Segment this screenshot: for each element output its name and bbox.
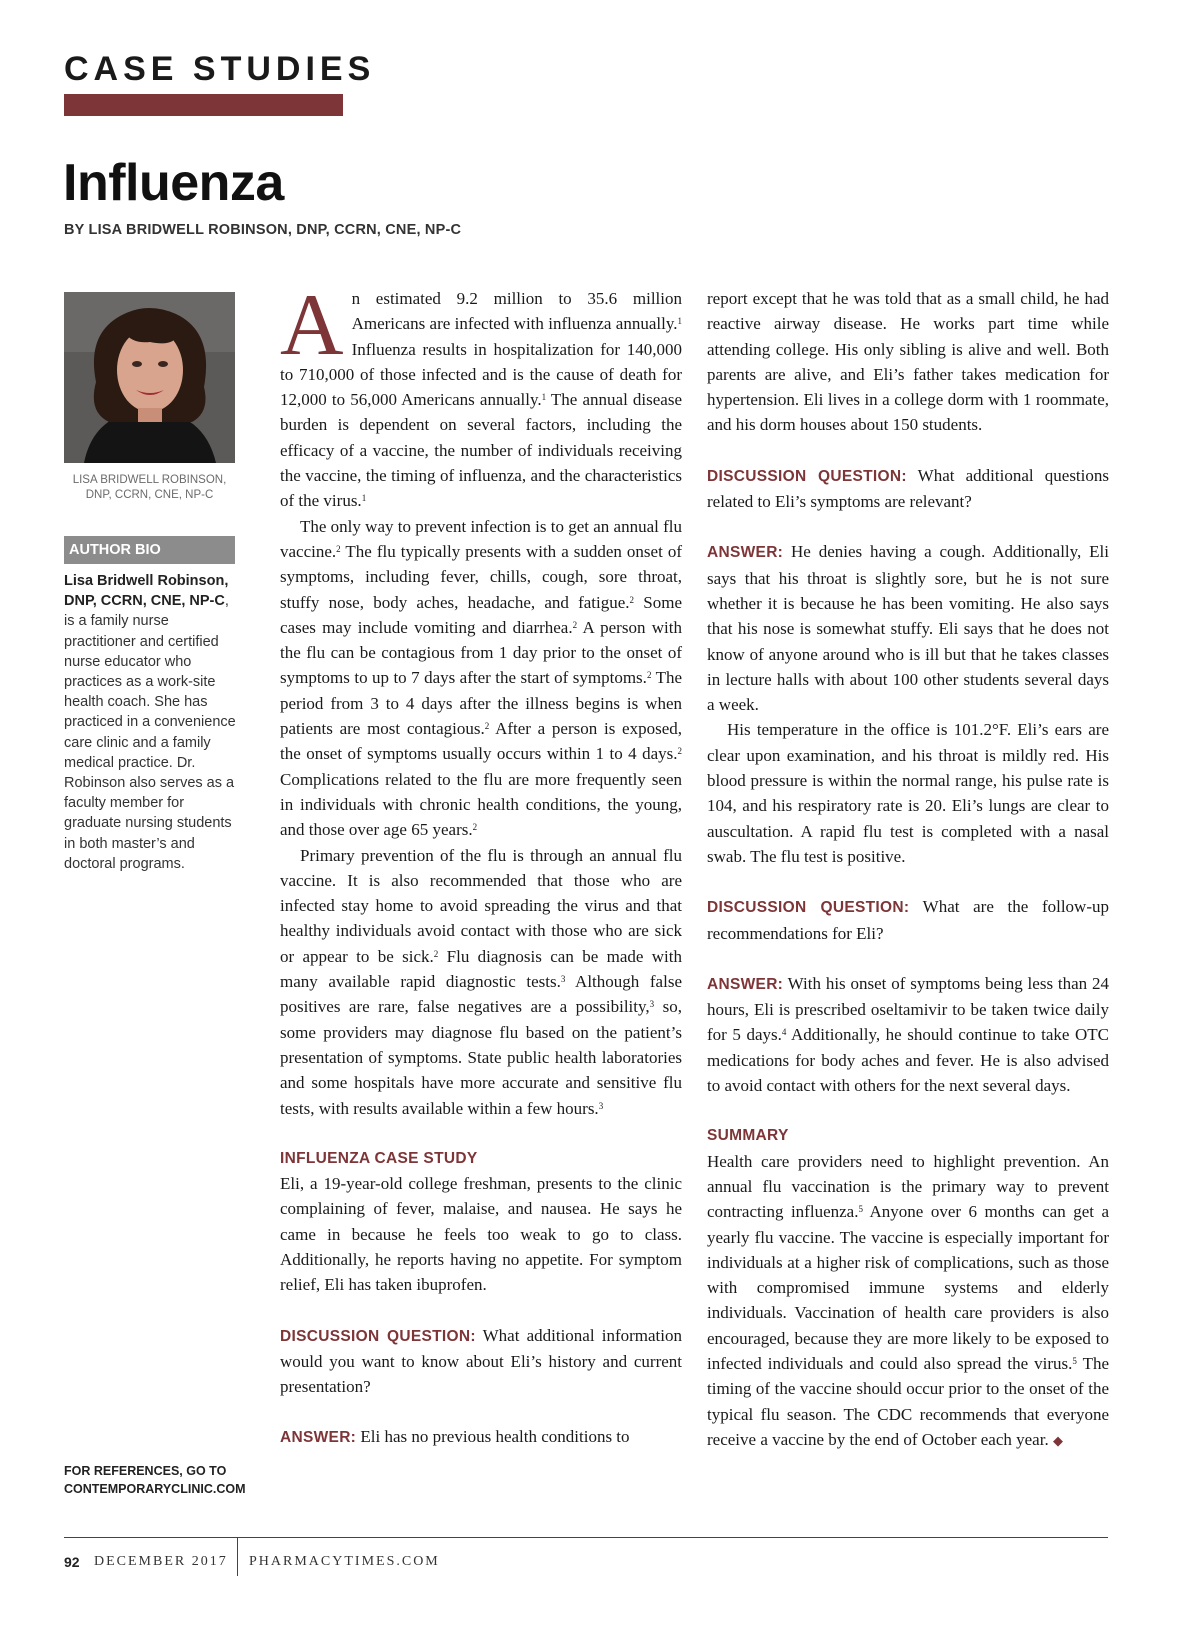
- citation: 2: [484, 721, 490, 732]
- summary-heading: SUMMARY: [707, 1127, 789, 1145]
- discussion-question-2: [707, 463, 1109, 515]
- answer-label: ANSWER:: [280, 1429, 357, 1447]
- author-bio-heading: AUTHOR BIO: [64, 536, 235, 564]
- body-text: A person with the flu can be contagious from 1 day prior to the onset of symptoms to up to 7 days after the start of symptoms.: [280, 617, 682, 688]
- question-label: DISCUSSION QUESTION:: [707, 467, 907, 485]
- answer-1-continued: report except that he was told that as a small child, he had reactive airway disease. He works part time while attending college. His only sibling is alive and well. Both parents are alive, and Eli’s father takes medication for hypertension. Eli lives in a college dorm with 1 roommate, and his dorm houses about 150 students.: [707, 289, 1109, 435]
- references-note: [64, 1462, 264, 1498]
- citation: 2: [629, 594, 635, 605]
- photo-caption: [64, 473, 235, 503]
- question-text: What additional information would you want to know about Eli’s history and current presentation?: [280, 1325, 682, 1397]
- author-photo: [64, 292, 235, 463]
- citation: 1: [541, 392, 547, 403]
- answer-text: Additionally, he should continue to take OTC medications for body aches and fever. He is also advised to avoid contact with others for the next several days.: [707, 1025, 1110, 1096]
- body-text: Although false positives are rare, false negatives are a possibility,: [280, 972, 682, 1017]
- article-column-2: [707, 286, 1109, 1453]
- body-text: Primary prevention of the flu is through an annual flu vaccine. It is also recommended that those who are infected stay home to avoid spreading the virus and that healthy individuals avoid contact with those who are sick or appear to be sick.: [280, 845, 682, 966]
- section-accent-bar: [64, 94, 343, 116]
- publication-site: PHARMACYTIMES.COM: [249, 1554, 440, 1569]
- footer-rule: [64, 1537, 1108, 1538]
- discussion-question-3: [707, 894, 1109, 946]
- answer-text: He denies having a cough. Additionally, Eli says that his throat is slightly sore, but he is not sure whether it is because he has been vomiting. He also says that his nose is somewhat stuffy. Eli says that he does not know of anyone around who is ill but that he takes classes in lecture halls with about 100 other students several days a week.: [707, 542, 1109, 715]
- citation: 4: [781, 1027, 787, 1038]
- references-link[interactable]: CONTEMPORARYCLINIC.COM: [64, 1482, 246, 1496]
- citation: 2: [433, 948, 439, 959]
- citation: 5: [858, 1204, 863, 1215]
- citation: 2: [646, 670, 652, 681]
- body-text: Health care providers need to highlight prevention. An annual flu vaccination is the primary way to prevent contracting influenza.: [707, 1151, 1109, 1222]
- answer-label: ANSWER:: [707, 975, 784, 993]
- end-mark-icon: ◆: [1052, 1432, 1063, 1448]
- drop-cap: A: [280, 277, 344, 374]
- author-bio-name: Lisa Bridwell Robinson, DNP, CCRN, CNE, NP-C: [64, 573, 229, 610]
- byline: BY LISA BRIDWELL ROBINSON, DNP, CCRN, CNE, NP-C: [64, 222, 462, 238]
- answer-text: With his onset of symptoms being less than 24 hours, Eli is prescribed oseltamivir to be taken twice daily for 5 days.: [707, 973, 1109, 1045]
- citation: 2: [572, 619, 578, 630]
- photo-caption-line-2: DNP, CCRN, CNE, NP-C: [85, 489, 214, 501]
- answer-text: Eli has no previous health conditions to: [356, 1427, 630, 1447]
- body-text: The period from 3 to 4 days after the illness begins is when patients are most contagious.: [280, 668, 683, 739]
- citation: 5: [1072, 1355, 1077, 1366]
- citation: 2: [336, 543, 341, 554]
- body-text: The flu typically presents with a sudden onset of symptoms, including fever, chills, cough, sore throat, stuffy nose, body aches, headache, and fatigue.: [280, 541, 682, 612]
- references-line-1: FOR REFERENCES, GO TO: [64, 1464, 227, 1478]
- question-label: DISCUSSION QUESTION:: [280, 1327, 476, 1345]
- body-text: Complications related to the flu are more frequently seen in individuals with chronic health conditions, the young, and those over age 65 years.: [280, 769, 682, 840]
- photo-caption-line-1: LISA BRIDWELL ROBINSON,: [72, 474, 227, 486]
- citation: 2: [472, 822, 478, 833]
- author-portrait-illustration: [64, 292, 235, 463]
- question-text: What additional questions related to Eli’s symptoms are relevant?: [707, 465, 1109, 512]
- discussion-question-1: [280, 1323, 682, 1400]
- exam-findings-paragraph: His temperature in the office is 101.2°F. Eli’s ears are clear upon examination, and his throat is mildly red. His blood pressure is within the normal range, his pulse rate is 104, and his respiratory rate is 20. Eli’s lungs are clear to auscultation. A rapid flu test is completed with a nasal swab. The flu test is positive.: [707, 720, 1109, 866]
- body-text: The only way to prevent infection is to get an annual flu vaccine.: [280, 516, 682, 561]
- citation: 3: [560, 974, 566, 985]
- answer-3: [707, 971, 1109, 1098]
- body-text: The timing of the vaccine should occur prior to the onset of the typical flu season. The CDC recommends that everyone receive a vaccine by the end of October each year.: [707, 1353, 1109, 1449]
- answer-2: [707, 539, 1109, 717]
- issue-date: DECEMBER 2017: [94, 1554, 228, 1569]
- citation: 3: [598, 1100, 604, 1111]
- intro-text-a: n estimated 9.2 million to 35.6 million Americans are infected with influenza annually.: [351, 289, 682, 334]
- answer-1-start: [280, 1424, 682, 1450]
- citation: 3: [649, 999, 655, 1010]
- summary-paragraph: [707, 1149, 1109, 1454]
- intro-text-b: Influenza results in hospitalization for 140,000 to 710,000 of those infected and is the cause of death for 12,000 to 56,000 Americans annually.: [280, 339, 682, 410]
- section-label: CASE STUDIES: [64, 50, 376, 88]
- diagnosis-paragraph: [280, 843, 682, 1121]
- body-text: Some cases may include vomiting and diarrhea.: [280, 592, 682, 637]
- question-text: What are the follow-up recommendations for Eli?: [707, 897, 1109, 943]
- body-text: Flu diagnosis can be made with many available rapid diagnostic tests.: [280, 946, 682, 992]
- answer-label: ANSWER:: [707, 544, 784, 562]
- body-text: After a person is exposed, the onset of symptoms usually occurs within 1 to 4 days.: [280, 719, 683, 764]
- citation: 2: [677, 746, 682, 757]
- article-title: Influenza: [63, 154, 284, 212]
- intro-paragraph: [280, 277, 683, 514]
- page-number: 92: [64, 1554, 80, 1570]
- prevention-paragraph: [280, 514, 682, 843]
- article-column-1: [280, 277, 683, 1451]
- case-study-heading: INFLUENZA CASE STUDY: [280, 1149, 478, 1167]
- citation: 1: [677, 316, 682, 327]
- case-study-text: Eli, a 19-year-old college freshman, presents to the clinic complaining of fever, malaise, and nausea. He says he came in because he feels too weak to go to class. Additionally, he reports having no appetite. For symptom relief, Eli has taken ibuprofen.: [280, 1174, 682, 1295]
- body-text: so, some providers may diagnose flu based on the patient’s presentation of symptoms. State public health laboratories and some hospitals have more accurate and sensitive flu tests, with results available within a few hours.: [280, 997, 682, 1118]
- footer-separator: [237, 1538, 238, 1576]
- intro-text-c: The annual disease burden is dependent on several factors, including the efficacy of a vaccine, the number of individuals receiving the vaccine, the timing of influenza, and the characteristics of the virus.: [280, 390, 683, 511]
- body-text: Anyone over 6 months can get a yearly flu vaccine. The vaccine is especially important for individuals at a higher risk of complications, such as those with compromised immune systems and elderly individuals. Vaccination of health care providers is also encouraged, because they are more likely to be exposed to infected individuals and could also spread the virus.: [707, 1202, 1109, 1373]
- author-bio-text: , is a family nurse practitioner and certified nurse educator who practices as a work-site health coach. She has practiced in a convenience care clinic and a family medical practice. Dr. Robinson also serves as a faculty member for graduate nursing students in both master’s and doctoral programs.: [64, 593, 236, 872]
- citation: 1: [361, 493, 367, 504]
- question-label: DISCUSSION QUESTION:: [707, 899, 910, 917]
- author-bio: [64, 571, 240, 874]
